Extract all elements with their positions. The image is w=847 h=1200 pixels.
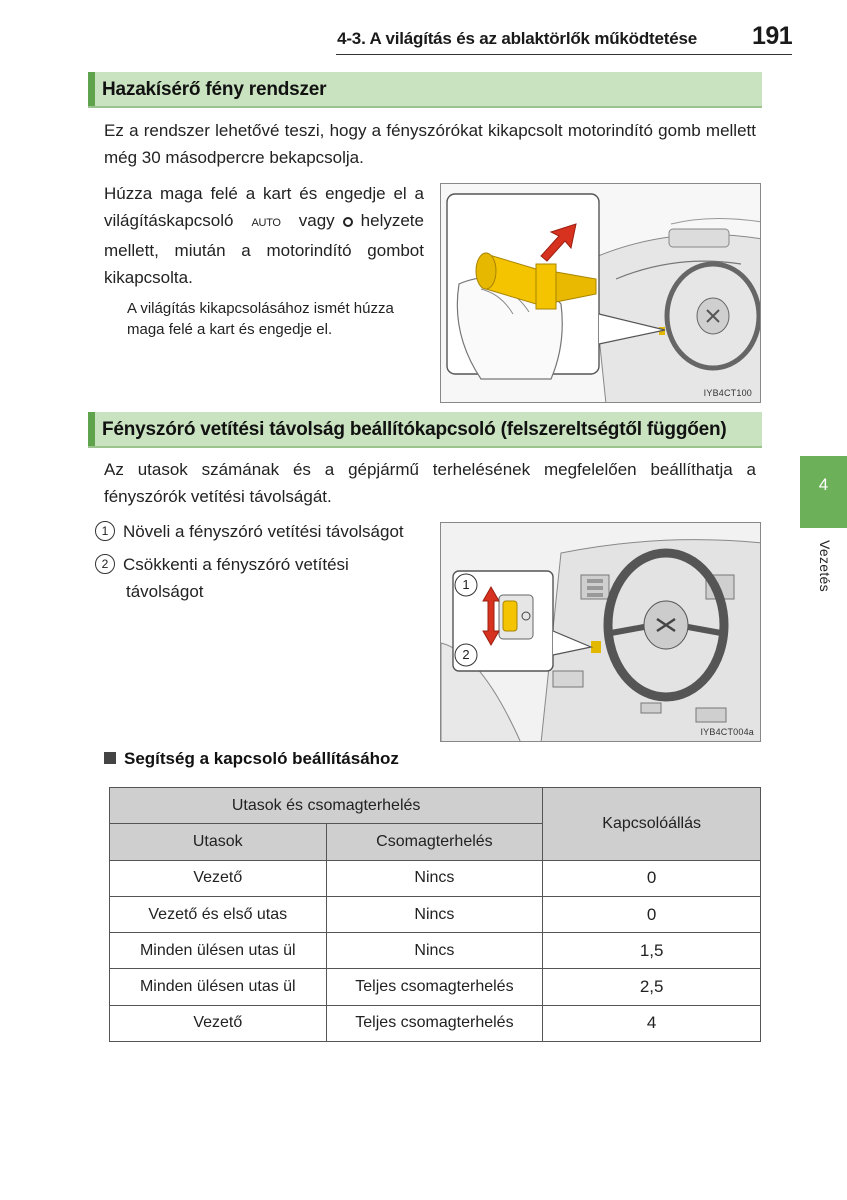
page-number: 191 bbox=[752, 22, 793, 50]
cell-load: Nincs bbox=[326, 896, 543, 932]
table-row bbox=[110, 969, 761, 1005]
cell-position: 4 bbox=[543, 1005, 761, 1041]
instruction-text-3: helyzete mellett, miután a motorindító gombot kikapcsolta. bbox=[104, 211, 424, 287]
table-row bbox=[110, 860, 761, 896]
figure-label-1: 1 bbox=[462, 577, 470, 592]
section-heading-headlight-leveling bbox=[88, 412, 762, 448]
table-subheading-text: Segítség a kapcsoló beállításához bbox=[124, 749, 399, 768]
cell-passengers: Minden ülésen utas ül bbox=[110, 933, 327, 969]
cell-load: Nincs bbox=[326, 860, 543, 896]
cell-passengers: Vezető bbox=[110, 1005, 327, 1041]
cell-passengers: Vezető és első utas bbox=[110, 896, 327, 932]
chapter-tab: 4 bbox=[800, 456, 847, 528]
lever-drawing bbox=[441, 184, 761, 403]
cell-position: 0 bbox=[543, 896, 761, 932]
instruction-text-2: vagy bbox=[298, 211, 335, 230]
list-item-text: Csökkenti a fényszóró vetítési távolságot bbox=[123, 555, 349, 601]
heading-accent-bar bbox=[88, 72, 95, 106]
list-item bbox=[95, 518, 430, 545]
cell-position: 2,5 bbox=[543, 969, 761, 1005]
square-bullet-icon bbox=[104, 752, 116, 764]
figure-code: IYB4CT100 bbox=[703, 388, 752, 398]
table-row bbox=[110, 896, 761, 932]
header-load-cell: Csomagterhelés bbox=[326, 824, 543, 860]
section2-intro: Az utasok számának és a gépjármű terhelésének megfelelően beállíthatja a fényszórók vetítési távolságát. bbox=[104, 460, 756, 506]
list-item bbox=[95, 551, 425, 605]
auto-position-symbol: AUTO bbox=[251, 217, 281, 229]
cell-passengers: Vezető bbox=[110, 860, 327, 896]
list-item-text: Növeli a fényszóró vetítési távolságot bbox=[123, 522, 404, 541]
cell-load: Teljes csomagterhelés bbox=[326, 1005, 543, 1041]
section1-intro: Ez a rendszer lehetővé teszi, hogy a fényszórókat kikapcsolt motorindító gomb mellett még 30 másodpercre bekapcsolja. bbox=[104, 121, 756, 167]
heading-accent-bar bbox=[88, 412, 95, 446]
header-group-cell: Utasok és csomagterhelés bbox=[110, 788, 543, 824]
cell-position: 0 bbox=[543, 860, 761, 896]
section-heading-follow-me-home bbox=[88, 72, 762, 108]
header-position-cell: Kapcsolóállás bbox=[543, 788, 761, 861]
section1-note: A világítás kikapcsolásához ismét húzza maga felé a kart és engedje el. bbox=[127, 300, 394, 338]
instruction-text-1: Húzza maga felé a kart és engedje el a világításkapcsoló bbox=[104, 184, 424, 230]
dashboard-illustration bbox=[440, 522, 761, 742]
lever-illustration bbox=[440, 183, 761, 403]
header-divider bbox=[336, 54, 792, 55]
header-passengers-cell: Utasok bbox=[110, 824, 327, 860]
list-number: 2 bbox=[95, 554, 115, 574]
load-setting-table bbox=[109, 787, 761, 1042]
chapter-title: 4-3. A világítás és az ablaktörlők működtetése bbox=[337, 29, 697, 48]
figure-label-2: 2 bbox=[462, 647, 470, 662]
dashboard-drawing bbox=[441, 523, 761, 742]
parking-light-icon bbox=[343, 217, 353, 227]
table-row bbox=[110, 1005, 761, 1041]
chapter-tab-label: Vezetés bbox=[817, 540, 833, 592]
table-header-row bbox=[110, 788, 761, 824]
cell-load: Nincs bbox=[326, 933, 543, 969]
section1-instruction bbox=[104, 180, 424, 291]
figure-code: IYB4CT004a bbox=[700, 727, 754, 737]
table-row bbox=[110, 933, 761, 969]
section-heading-text: Hazakísérő fény rendszer bbox=[102, 79, 327, 100]
list-number: 1 bbox=[95, 521, 115, 541]
section-heading-text: Fényszóró vetítési távolság beállítókapcsoló (felszereltségtől függően) bbox=[102, 419, 727, 440]
cell-passengers: Minden ülésen utas ül bbox=[110, 969, 327, 1005]
cell-load: Teljes csomagterhelés bbox=[326, 969, 543, 1005]
cell-position: 1,5 bbox=[543, 933, 761, 969]
table-subheading bbox=[104, 749, 399, 769]
